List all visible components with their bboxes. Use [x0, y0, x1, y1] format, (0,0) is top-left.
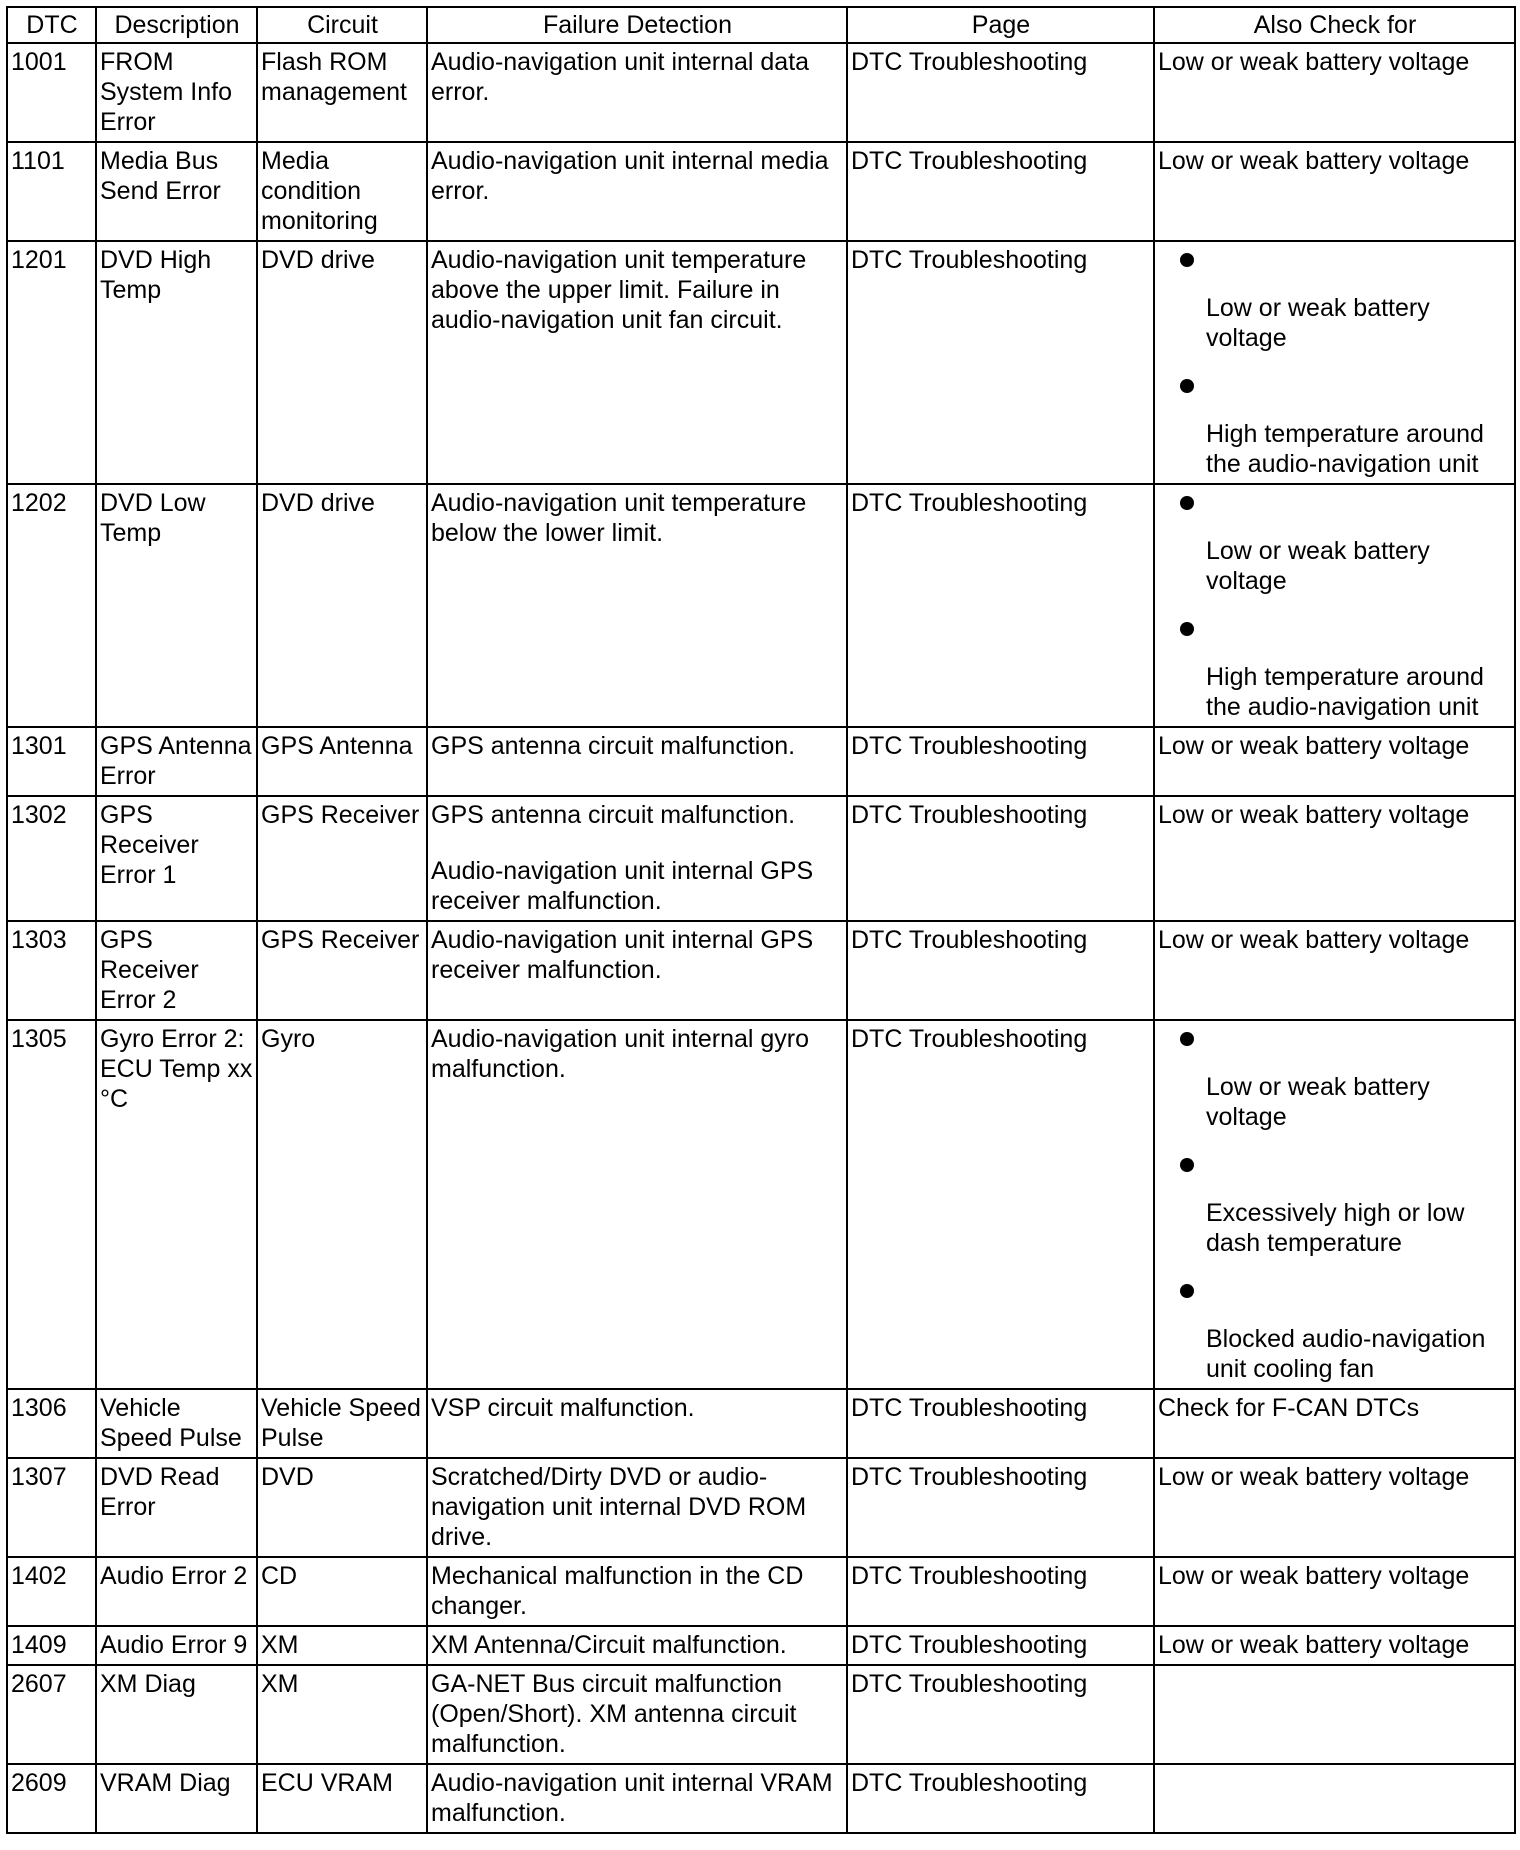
dtc-code-cell: 1306 [7, 1389, 96, 1458]
page-link-cell: DTC Troubleshooting [847, 241, 1154, 484]
description-cell: DVD High Temp [96, 241, 257, 484]
also-check-text: Blocked audio-navigation unit cooling fan [1206, 1325, 1486, 1383]
table-row [7, 43, 1515, 142]
also-check-text: Low or weak battery voltage [1158, 1463, 1470, 1491]
also-check-item [1158, 1158, 1512, 1258]
failure-text: Audio-navigation unit internal GPS receiver malfunction. [431, 926, 814, 984]
header-dtc: DTC [7, 7, 96, 43]
page-link-cell: DTC Troubleshooting [847, 43, 1154, 142]
also-check-text: Check for F-CAN DTCs [1158, 1394, 1420, 1422]
failure-detection-cell [427, 1665, 847, 1764]
also-check-cell [1154, 1458, 1515, 1557]
dtc-code-cell: 1302 [7, 796, 96, 921]
circuit-cell: GPS Antenna [257, 727, 427, 796]
circuit-cell: Gyro [257, 1020, 427, 1389]
description-cell: VRAM Diag [96, 1764, 257, 1833]
description-cell: Media Bus Send Error [96, 142, 257, 241]
also-check-item [1158, 1284, 1512, 1384]
dtc-code-cell: 2609 [7, 1764, 96, 1833]
circuit-cell: DVD drive [257, 484, 427, 727]
dtc-code-cell: 1201 [7, 241, 96, 484]
failure-text: VSP circuit malfunction. [431, 1394, 695, 1422]
also-check-item [1158, 1032, 1512, 1132]
circuit-cell: ECU VRAM [257, 1764, 427, 1833]
also-check-text: Low or weak battery voltage [1158, 1562, 1470, 1590]
page-link-cell: DTC Troubleshooting [847, 1557, 1154, 1626]
also-check-text: High temperature around the audio-navigation unit [1206, 663, 1484, 721]
table-row [7, 1389, 1515, 1458]
failure-detection-cell [427, 727, 847, 796]
description-cell: Audio Error 2 [96, 1557, 257, 1626]
also-check-cell [1154, 1665, 1515, 1764]
page-link-cell: DTC Troubleshooting [847, 727, 1154, 796]
circuit-cell: Flash ROM management [257, 43, 427, 142]
failure-text: Audio-navigation unit internal VRAM malfunction. [431, 1769, 833, 1827]
dtc-code-cell: 1202 [7, 484, 96, 727]
table-row [7, 142, 1515, 241]
description-cell: Vehicle Speed Pulse [96, 1389, 257, 1458]
dtc-code-cell: 1301 [7, 727, 96, 796]
failure-text: Scratched/Dirty DVD or audio-navigation unit internal DVD ROM drive. [431, 1463, 807, 1551]
failure-text: GA-NET Bus circuit malfunction (Open/Short). XM antenna circuit malfunction. [431, 1670, 797, 1758]
page-link-cell: DTC Troubleshooting [847, 142, 1154, 241]
page-link-cell: DTC Troubleshooting [847, 1764, 1154, 1833]
also-check-cell [1154, 921, 1515, 1020]
also-check-text: Low or weak battery voltage [1158, 926, 1470, 954]
table-row [7, 1458, 1515, 1557]
failure-detection-cell [427, 1458, 847, 1557]
also-check-list [1158, 253, 1512, 479]
failure-detection-cell [427, 241, 847, 484]
table-row [7, 727, 1515, 796]
bullet-icon [1180, 379, 1194, 393]
description-cell: Audio Error 9 [96, 1626, 257, 1665]
also-check-cell [1154, 43, 1515, 142]
table-row [7, 921, 1515, 1020]
dtc-code-cell: 1001 [7, 43, 96, 142]
dtc-code-cell: 1303 [7, 921, 96, 1020]
also-check-cell [1154, 1764, 1515, 1833]
failure-text: Mechanical malfunction in the CD changer. [431, 1562, 804, 1620]
also-check-text: Low or weak battery voltage [1158, 48, 1470, 76]
failure-text: GPS antenna circuit malfunction. [431, 732, 796, 760]
also-check-item [1158, 622, 1512, 722]
page-link-cell: DTC Troubleshooting [847, 1458, 1154, 1557]
description-cell: GPS Antenna Error [96, 727, 257, 796]
circuit-cell: XM [257, 1665, 427, 1764]
also-check-cell [1154, 796, 1515, 921]
also-check-item [1158, 496, 1512, 596]
also-check-text: Low or weak battery voltage [1158, 732, 1470, 760]
page-link-cell: DTC Troubleshooting [847, 1665, 1154, 1764]
also-check-text: Low or weak battery voltage [1206, 537, 1430, 595]
failure-text: Audio-navigation unit temperature below the lower limit. [431, 489, 807, 547]
failure-detection-cell [427, 1389, 847, 1458]
bullet-icon [1180, 253, 1194, 267]
also-check-text: High temperature around the audio-navigation unit [1206, 420, 1484, 478]
also-check-list [1158, 1032, 1512, 1384]
header-failure-detection: Failure Detection [427, 7, 847, 43]
circuit-cell: DVD [257, 1458, 427, 1557]
table-body [7, 43, 1515, 1833]
also-check-cell [1154, 484, 1515, 727]
header-page: Page [847, 7, 1154, 43]
failure-detection-cell [427, 43, 847, 142]
failure-detection-cell [427, 1764, 847, 1833]
circuit-cell: Vehicle Speed Pulse [257, 1389, 427, 1458]
page-link-cell: DTC Troubleshooting [847, 1389, 1154, 1458]
failure-detection-cell [427, 921, 847, 1020]
description-cell: FROM System Info Error [96, 43, 257, 142]
table-row [7, 1665, 1515, 1764]
dtc-code-cell: 1101 [7, 142, 96, 241]
also-check-item [1158, 379, 1512, 479]
page-link-cell: DTC Troubleshooting [847, 921, 1154, 1020]
also-check-text: Excessively high or low dash temperature [1206, 1199, 1465, 1257]
bullet-icon [1180, 1032, 1194, 1046]
table-header-row [7, 7, 1515, 43]
also-check-text: Low or weak battery voltage [1158, 1631, 1470, 1659]
also-check-text: Low or weak battery voltage [1206, 1073, 1430, 1131]
circuit-cell: DVD drive [257, 241, 427, 484]
table-row [7, 1764, 1515, 1833]
header-description: Description [96, 7, 257, 43]
table-row [7, 241, 1515, 484]
circuit-cell: Media condition monitoring [257, 142, 427, 241]
failure-text: XM Antenna/Circuit malfunction. [431, 1631, 787, 1659]
page-link-cell: DTC Troubleshooting [847, 1020, 1154, 1389]
also-check-list [1158, 496, 1512, 722]
table-row [7, 1626, 1515, 1665]
failure-detection-cell [427, 796, 847, 921]
failure-text: GPS antenna circuit malfunction. [431, 801, 796, 829]
also-check-item [1158, 253, 1512, 353]
failure-text: Audio-navigation unit temperature above the upper limit. Failure in audio-navigation unit fan circuit. [431, 246, 807, 334]
header-also-check-for: Also Check for [1154, 7, 1515, 43]
description-cell: DVD Low Temp [96, 484, 257, 727]
failure-detection-cell [427, 1020, 847, 1389]
circuit-cell: XM [257, 1626, 427, 1665]
description-cell: GPS Receiver Error 2 [96, 921, 257, 1020]
circuit-cell: GPS Receiver [257, 921, 427, 1020]
header-circuit: Circuit [257, 7, 427, 43]
page-link-cell: DTC Troubleshooting [847, 796, 1154, 921]
circuit-cell: CD [257, 1557, 427, 1626]
also-check-text: Low or weak battery voltage [1206, 294, 1430, 352]
description-cell: XM Diag [96, 1665, 257, 1764]
table-row [7, 484, 1515, 727]
description-cell: Gyro Error 2: ECU Temp xx °C [96, 1020, 257, 1389]
failure-detection-cell [427, 1626, 847, 1665]
bullet-icon [1180, 496, 1194, 510]
also-check-cell [1154, 1020, 1515, 1389]
table-row [7, 1557, 1515, 1626]
dtc-code-cell: 1307 [7, 1458, 96, 1557]
dtc-code-cell: 2607 [7, 1665, 96, 1764]
failure-detection-cell [427, 484, 847, 727]
also-check-text: Low or weak battery voltage [1158, 801, 1470, 829]
table-row [7, 1020, 1515, 1389]
failure-text: Audio-navigation unit internal media error. [431, 147, 829, 205]
page-link-cell: DTC Troubleshooting [847, 484, 1154, 727]
bullet-icon [1180, 1158, 1194, 1172]
failure-detection-cell [427, 1557, 847, 1626]
page-link-cell: DTC Troubleshooting [847, 1626, 1154, 1665]
bullet-icon [1180, 1284, 1194, 1298]
dtc-table [6, 6, 1516, 1834]
dtc-code-cell: 1305 [7, 1020, 96, 1389]
also-check-cell [1154, 1557, 1515, 1626]
also-check-cell [1154, 727, 1515, 796]
failure-text: Audio-navigation unit internal data error. [431, 48, 810, 106]
description-cell: DVD Read Error [96, 1458, 257, 1557]
failure-text: Audio-navigation unit internal gyro malfunction. [431, 1025, 810, 1083]
also-check-text: Low or weak battery voltage [1158, 147, 1470, 175]
failure-detection-cell [427, 142, 847, 241]
also-check-cell [1154, 1626, 1515, 1665]
also-check-cell [1154, 142, 1515, 241]
also-check-cell [1154, 241, 1515, 484]
circuit-cell: GPS Receiver [257, 796, 427, 921]
bullet-icon [1180, 622, 1194, 636]
also-check-cell [1154, 1389, 1515, 1458]
dtc-code-cell: 1409 [7, 1626, 96, 1665]
description-cell: GPS Receiver Error 1 [96, 796, 257, 921]
failure-text: Audio-navigation unit internal GPS receiver malfunction. [431, 857, 814, 915]
table-row [7, 796, 1515, 921]
dtc-code-cell: 1402 [7, 1557, 96, 1626]
